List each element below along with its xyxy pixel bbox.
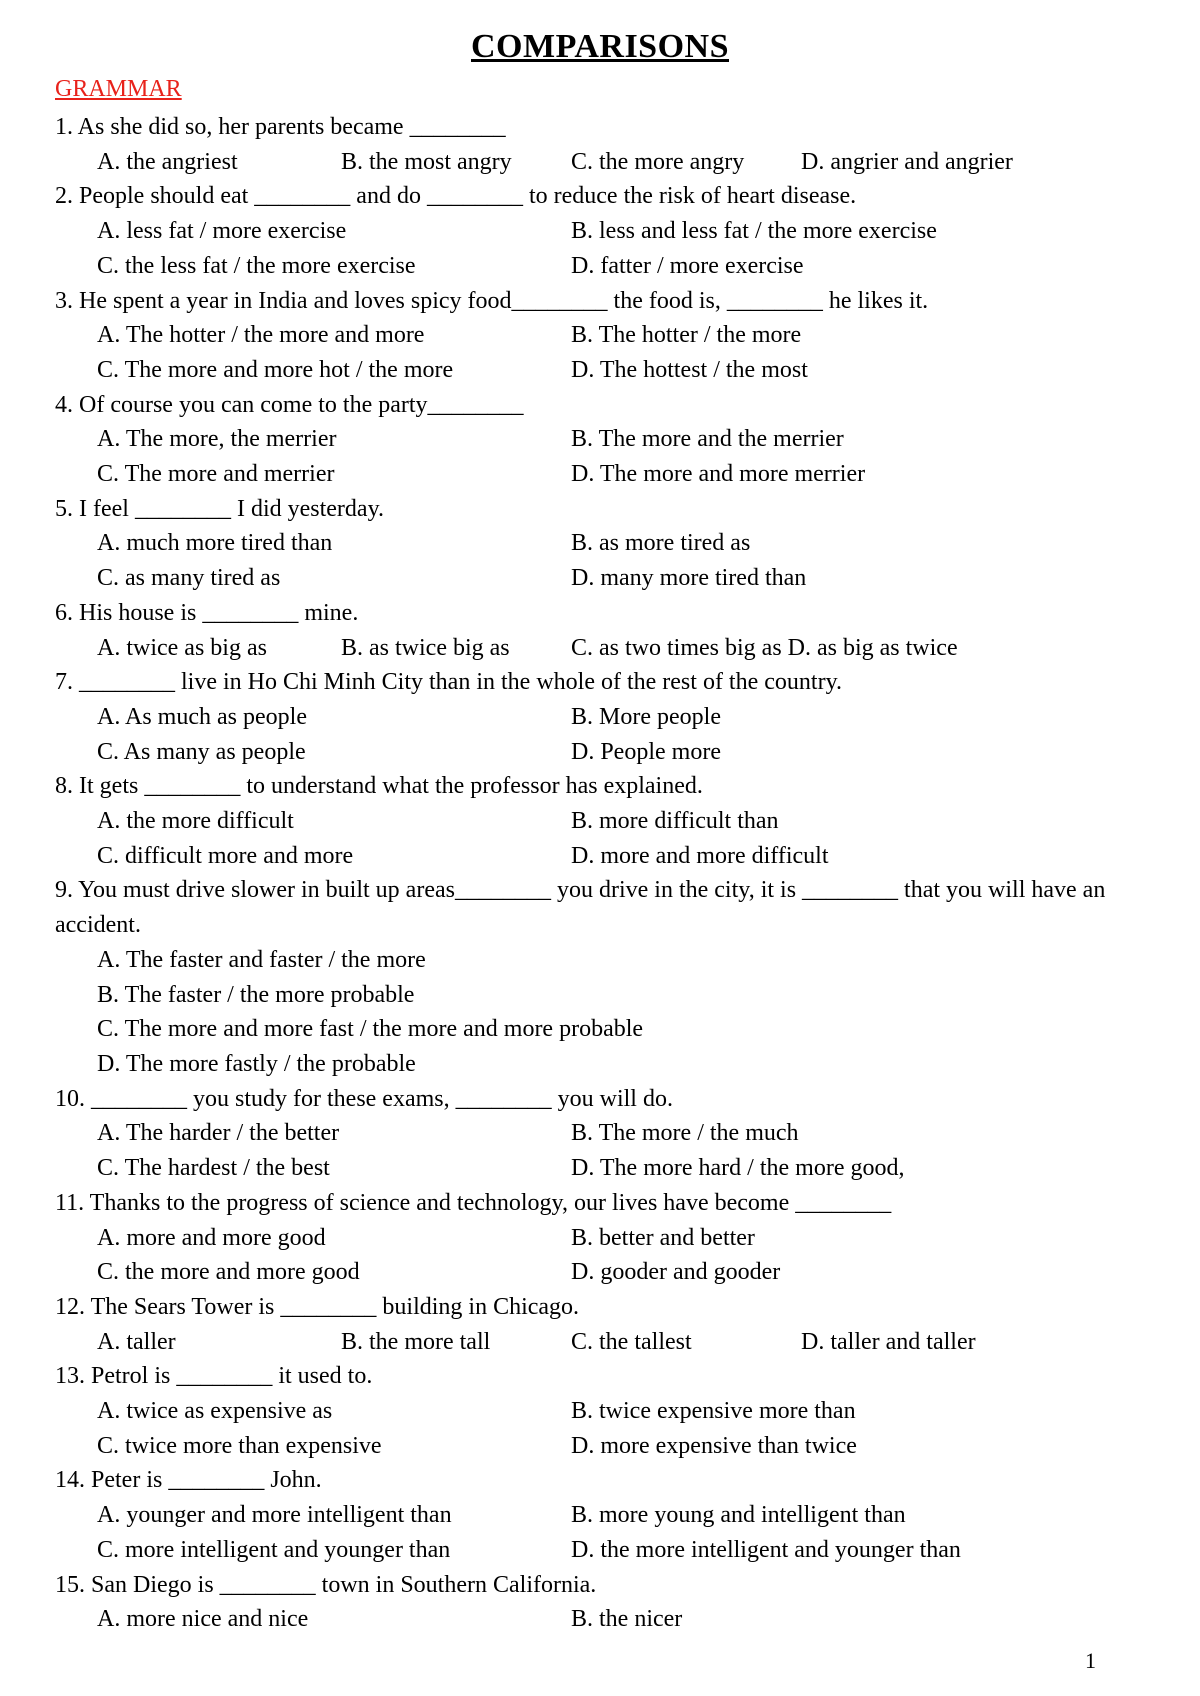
answer-option: B. twice expensive more than bbox=[571, 1398, 856, 1425]
options-row bbox=[55, 1151, 1145, 1186]
answer-option: C. more intelligent and younger than bbox=[97, 1536, 451, 1563]
options-row bbox=[55, 735, 1145, 770]
question-12 bbox=[55, 1290, 1145, 1359]
options-row bbox=[55, 1221, 1145, 1256]
answer-option: B. better and better bbox=[571, 1224, 755, 1251]
answer-option: C. difficult more and more bbox=[97, 842, 354, 869]
options-row bbox=[55, 1255, 1145, 1290]
answer-option: D. taller and taller bbox=[801, 1328, 976, 1355]
options-row bbox=[55, 526, 1145, 561]
question-11 bbox=[55, 1186, 1145, 1290]
question-stem: 10. ________ you study for these exams, ________ you will do. bbox=[55, 1085, 673, 1112]
question-8 bbox=[55, 769, 1145, 873]
options-row bbox=[55, 214, 1145, 249]
answer-option: B. as more tired as bbox=[571, 530, 751, 557]
options-row bbox=[55, 145, 1145, 180]
answer-option: D. The more hard / the more good, bbox=[571, 1155, 905, 1182]
options-row bbox=[55, 700, 1145, 735]
answer-option: C. as many tired as bbox=[97, 565, 281, 592]
answer-option: B. The faster / the more probable bbox=[97, 981, 415, 1008]
answer-option: A. taller bbox=[97, 1328, 176, 1355]
answer-option: C. The more and merrier bbox=[97, 461, 335, 488]
answer-option: C. The more and more hot / the more bbox=[97, 356, 454, 383]
answer-option: B. the more tall bbox=[341, 1328, 491, 1355]
answer-option: D. People more bbox=[571, 738, 721, 765]
question-13 bbox=[55, 1359, 1145, 1463]
answer-option: B. more young and intelligent than bbox=[571, 1502, 906, 1529]
question-stem: 13. Petrol is ________ it used to. bbox=[55, 1363, 373, 1390]
options-row bbox=[55, 1394, 1145, 1429]
answer-option: A. more nice and nice bbox=[97, 1606, 309, 1633]
options-row bbox=[55, 943, 1145, 978]
answer-option: D. gooder and gooder bbox=[571, 1259, 781, 1286]
question-stem: 11. Thanks to the progress of science and technology, our lives have become ________ bbox=[55, 1189, 892, 1216]
options-row bbox=[55, 1498, 1145, 1533]
question-7 bbox=[55, 665, 1145, 769]
options-row bbox=[55, 353, 1145, 388]
options-row bbox=[55, 631, 1145, 666]
answer-option: C. as two times big as D. as big as twice bbox=[571, 634, 958, 661]
answer-option: C. the tallest bbox=[571, 1328, 692, 1355]
question-14 bbox=[55, 1463, 1145, 1567]
question-stem: 4. Of course you can come to the party________ bbox=[55, 391, 524, 418]
page-number: 1 bbox=[1085, 1648, 1096, 1673]
answer-option: C. The more and more fast / the more and more probable bbox=[97, 1016, 644, 1043]
section-heading: GRAMMAR bbox=[55, 76, 182, 102]
question-stem: 15. San Diego is ________ town in Southern California. bbox=[55, 1571, 597, 1598]
answer-option: D. fatter / more exercise bbox=[571, 252, 804, 279]
options-row bbox=[55, 561, 1145, 596]
answer-option: A. The harder / the better bbox=[97, 1120, 340, 1147]
page-title: COMPARISONS bbox=[471, 28, 729, 65]
answer-option: B. The hotter / the more bbox=[571, 322, 802, 349]
answer-option: A. twice as big as bbox=[97, 634, 267, 661]
question-stem: 8. It gets ________ to understand what the professor has explained. bbox=[55, 773, 703, 800]
options-row bbox=[55, 457, 1145, 492]
answer-option: B. less and less fat / the more exercise bbox=[571, 218, 937, 245]
answer-option: A. less fat / more exercise bbox=[97, 218, 347, 245]
question-stem: 6. His house is ________ mine. bbox=[55, 599, 359, 626]
question-3 bbox=[55, 284, 1145, 388]
answer-option: A. The more, the merrier bbox=[97, 426, 337, 453]
answer-option: A. The faster and faster / the more bbox=[97, 946, 426, 973]
answer-option: D. more and more difficult bbox=[571, 842, 829, 869]
answer-option: A. much more tired than bbox=[97, 530, 333, 557]
answer-option: A. younger and more intelligent than bbox=[97, 1502, 452, 1529]
options-row bbox=[55, 1325, 1145, 1360]
answer-option: D. The more and more merrier bbox=[571, 461, 866, 488]
answer-option: B. The more / the much bbox=[571, 1120, 799, 1147]
options-row bbox=[55, 1533, 1145, 1568]
question-list bbox=[55, 110, 1145, 1637]
answer-option: A. The hotter / the more and more bbox=[97, 322, 425, 349]
question-stem: 5. I feel ________ I did yesterday. bbox=[55, 495, 385, 522]
answer-option: D. The more fastly / the probable bbox=[97, 1050, 416, 1077]
question-stem: 7. ________ live in Ho Chi Minh City than in the whole of the rest of the country. bbox=[55, 669, 843, 696]
answer-option: C. The hardest / the best bbox=[97, 1155, 330, 1182]
answer-option: D. angrier and angrier bbox=[801, 148, 1013, 175]
question-stem: 14. Peter is ________ John. bbox=[55, 1467, 322, 1494]
question-9 bbox=[55, 873, 1145, 1081]
options-row bbox=[55, 1602, 1145, 1637]
options-row bbox=[55, 422, 1145, 457]
question-stem: 1. As she did so, her parents became ________ bbox=[55, 114, 506, 140]
options-row bbox=[55, 318, 1145, 353]
answer-option: B. More people bbox=[571, 703, 721, 730]
answer-option: A. twice as expensive as bbox=[97, 1398, 333, 1425]
answer-option: C. the more and more good bbox=[97, 1259, 360, 1286]
answer-option: C. the more angry bbox=[571, 148, 745, 175]
answer-option: B. the nicer bbox=[571, 1606, 683, 1633]
question-2 bbox=[55, 179, 1145, 283]
answer-option: D. more expensive than twice bbox=[571, 1432, 857, 1459]
question-15 bbox=[55, 1568, 1145, 1637]
options-row bbox=[55, 978, 1145, 1013]
options-row bbox=[55, 839, 1145, 874]
question-10 bbox=[55, 1082, 1145, 1186]
options-row bbox=[55, 1429, 1145, 1464]
answer-option: B. as twice big as bbox=[341, 634, 510, 661]
options-row bbox=[55, 249, 1145, 284]
answer-option: B. the most angry bbox=[341, 148, 512, 175]
answer-option: C. twice more than expensive bbox=[97, 1432, 382, 1459]
answer-option: B. The more and the merrier bbox=[571, 426, 844, 453]
question-stem: 12. The Sears Tower is ________ building in Chicago. bbox=[55, 1293, 580, 1320]
options-row bbox=[55, 1116, 1145, 1151]
answer-option: D. The hottest / the most bbox=[571, 356, 808, 383]
options-row bbox=[55, 1047, 1145, 1082]
answer-option: A. As much as people bbox=[97, 703, 307, 730]
options-row bbox=[55, 804, 1145, 839]
question-stem: 2. People should eat ________ and do ________ to reduce the risk of heart disease. bbox=[55, 183, 857, 210]
question-stem: 9. You must drive slower in built up areas________ you drive in the city, it is ________ that you will have an accident. bbox=[55, 877, 1112, 939]
answer-option: D. many more tired than bbox=[571, 565, 807, 592]
answer-option: A. the angriest bbox=[97, 148, 238, 175]
question-4 bbox=[55, 388, 1145, 492]
answer-option: C. As many as people bbox=[97, 738, 306, 765]
question-1 bbox=[55, 110, 1145, 179]
answer-option: D. the more intelligent and younger than bbox=[571, 1536, 961, 1563]
answer-option: C. the less fat / the more exercise bbox=[97, 252, 416, 279]
answer-option: A. the more difficult bbox=[97, 808, 294, 835]
options-row bbox=[55, 1012, 1145, 1047]
question-stem: 3. He spent a year in India and loves spicy food________ the food is, ________ he likes it. bbox=[55, 287, 929, 314]
answer-option: A. more and more good bbox=[97, 1224, 326, 1251]
answer-option: B. more difficult than bbox=[571, 808, 779, 835]
question-6 bbox=[55, 596, 1145, 665]
question-5 bbox=[55, 492, 1145, 596]
